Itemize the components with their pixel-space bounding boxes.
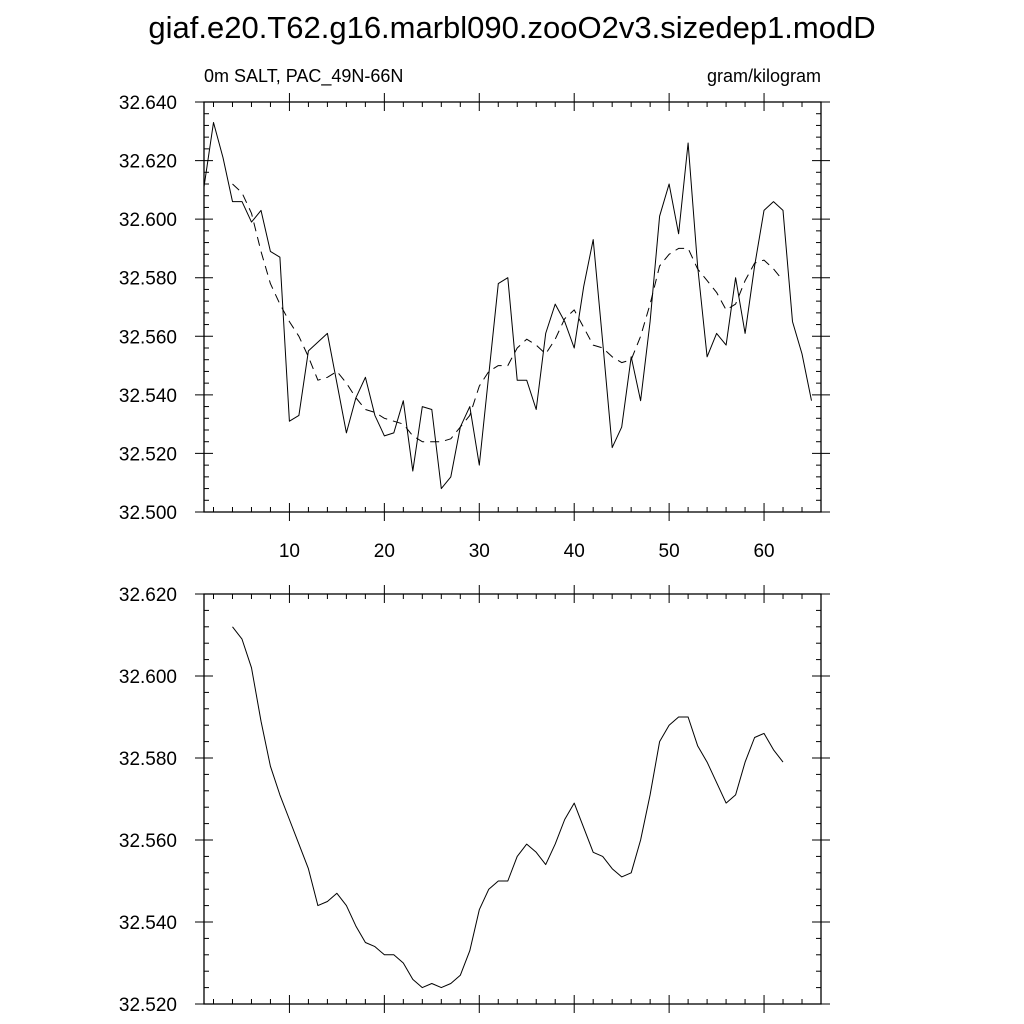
chart-top-left-label: 0m SALT, PAC_49N-66N [204, 66, 404, 86]
chart-top-y-tick-label: 32.500 [118, 503, 177, 524]
chart-top-y-tick-label: 32.640 [118, 93, 177, 114]
chart-bottom-panel [119, 585, 830, 1016]
chart-bottom-y-tick-label: 32.520 [118, 995, 177, 1016]
chart-top-y-tick-label: 32.600 [118, 210, 177, 232]
page-title: giaf.e20.T62.g16.marbl090.zooO2v3.sizedep1.modD [148, 10, 876, 45]
chart-top-y-tick-label: 32.580 [118, 268, 177, 290]
chart-bottom-series-solid-line [233, 627, 784, 988]
chart-bottom-plot-frame [204, 594, 821, 1004]
chart-top-series-solid-line [204, 123, 812, 489]
chart-top-y-tick-label: 32.520 [118, 444, 177, 466]
chart-bottom-y-tick-label: 32.580 [118, 749, 177, 770]
chart-top-x-tick-label: 50 [658, 541, 680, 562]
chart-bottom-y-tick-label: 32.560 [118, 831, 177, 852]
chart-top-y-tick-label: 32.560 [118, 327, 177, 349]
chart-top-series-dashed-line [233, 184, 784, 442]
chart-bottom-y-tick-label: 32.620 [118, 585, 177, 606]
chart-top-right-label: gram/kilogram [706, 66, 821, 86]
chart-top-y-tick-label: 32.540 [118, 385, 177, 407]
chart-bottom-y-tick-label: 32.600 [118, 667, 177, 688]
chart-top-x-tick-label: 30 [468, 541, 490, 562]
chart-top-panel [119, 66, 830, 562]
chart-top-x-tick-label: 60 [753, 541, 775, 562]
chart-bottom-y-tick-label: 32.540 [118, 913, 177, 934]
chart-top-y-tick-label: 32.620 [118, 151, 177, 173]
chart-top-plot-frame [204, 102, 821, 512]
chart-top-x-tick-label: 20 [373, 541, 395, 562]
chart-top-x-tick-label: 40 [563, 541, 585, 562]
chart-top-x-tick-label: 10 [278, 541, 301, 562]
